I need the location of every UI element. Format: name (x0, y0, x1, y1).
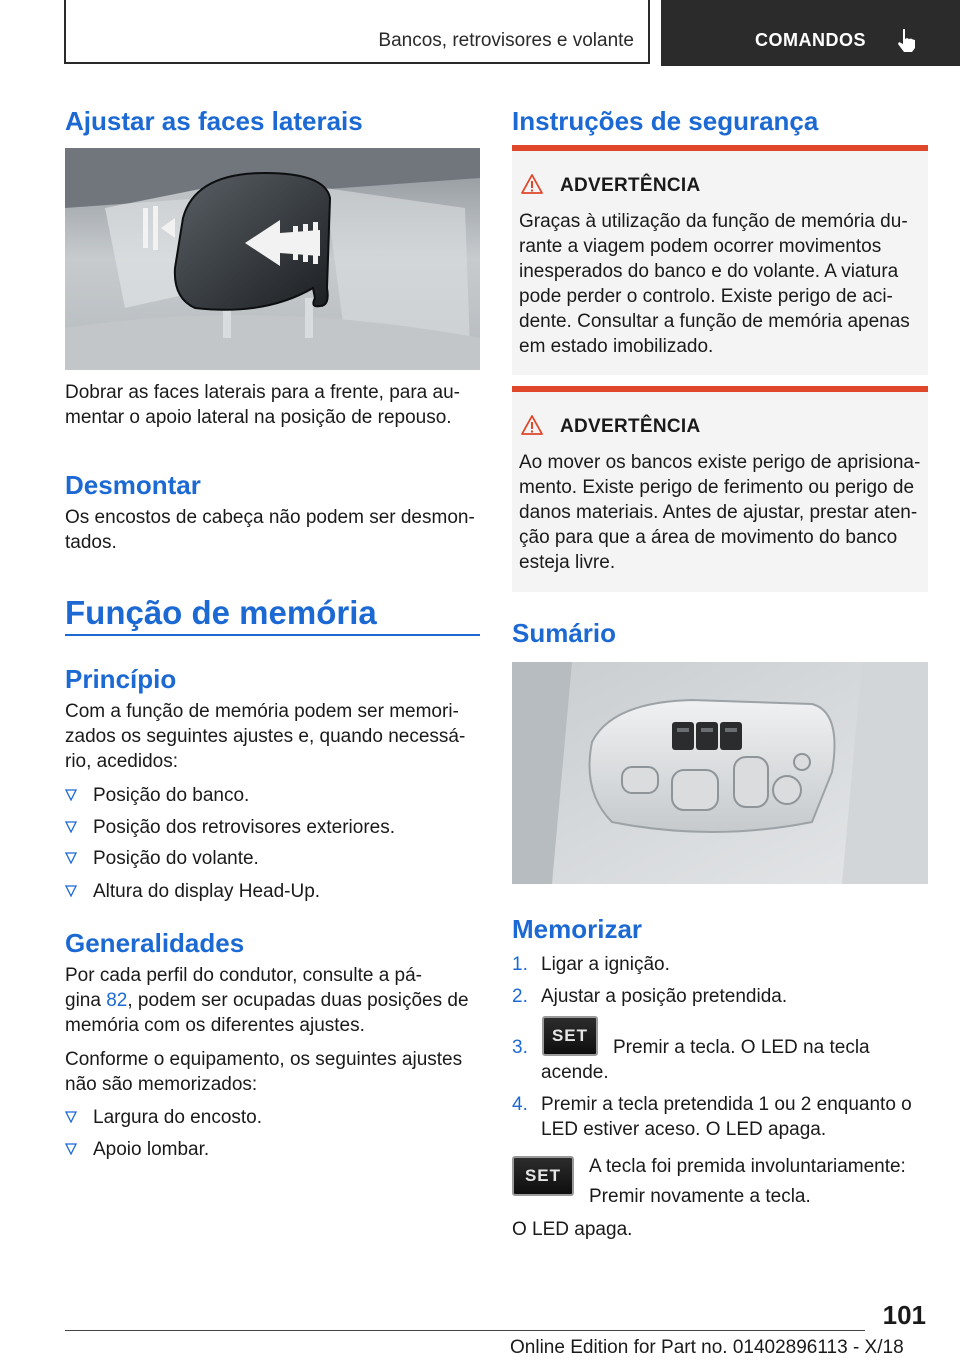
section-title-principle: Princípio (65, 664, 177, 694)
section-title-store: Memorizar (512, 914, 643, 944)
bullet-triangle-icon (65, 789, 77, 801)
set-button[interactable]: SET (542, 1016, 598, 1056)
note-text-1: A tecla foi premida involuntariamente: (589, 1156, 906, 1177)
header-section-title: Bancos, retrovisores e volante (378, 30, 634, 51)
section-title-general: Generalidades (65, 928, 245, 958)
header-section-box (64, 0, 650, 64)
warning-triangle-icon (520, 173, 544, 195)
footer-rule (65, 1330, 865, 1331)
warning-text-2: Ao mover os bancos existe perigo de aprisiona- mento. Existe perigo de ferimento ou perigo de danos materiais. Antes de ajustar, prestar aten- ção para que a área de movimento do banco esteja livre. (519, 452, 921, 573)
page-header (0, 0, 960, 66)
remove-text: Os encostos de cabeça não podem ser desmon- tados. (65, 507, 475, 553)
footer-edition: Online Edition for Part no. 01402896113 - X/18 (510, 1337, 904, 1358)
chapter-title-rule (65, 634, 480, 636)
bullet-triangle-icon (65, 852, 77, 864)
bullet-triangle-icon (65, 1143, 77, 1155)
section-title-side-bolsters: Ajustar as faces laterais (65, 106, 363, 136)
section-title-overview: Sumário (512, 618, 617, 648)
headrest-image (65, 148, 480, 370)
note-text-2: Premir novamente a tecla. (589, 1186, 811, 1207)
bullet-triangle-icon (65, 1111, 77, 1123)
header-chapter-label: COMANDOS (755, 30, 866, 50)
bullet-triangle-icon (65, 821, 77, 833)
general-text-2: Conforme o equipamento, os seguintes ajustes não são memorizados: (65, 1049, 463, 1095)
page-number: 101 (882, 1300, 926, 1330)
principle-text: Com a função de memória podem ser memori- zados os seguintes ajustes e, quando necessá- rio, acedidos: (65, 701, 466, 772)
set-button-note[interactable]: SET (512, 1156, 574, 1196)
headrest-illustration (65, 148, 480, 370)
section-title-safety: Instruções de segurança (512, 106, 819, 136)
hand-pointer-icon (893, 26, 921, 54)
seat-controls-image (512, 662, 928, 884)
bullet-triangle-icon (65, 885, 77, 897)
page-reference-link[interactable]: 82 (106, 990, 128, 1011)
warning-text-1: Graças à utilização da função de memória du- rante a viagem podem ocorrer movimentos inesperados do banco e do volante. A viatura pode perder o controlo. Existe perigo de aci- dente. Consultar a função de memória apenas em estado imobilizado. (519, 211, 910, 357)
warning-box-2: ADVERTÊNCIA Ao mover os bancos existe perigo de aprisiona- mento. Existe perigo de ferimento ou perigo de danos materiais. Antes de ajustar, prestar aten- ção para que a área de movimento do banco esteja livre. (512, 386, 928, 592)
general-text: Por cada perfil do condutor, consulte a pá- gina 82, podem ser ocupadas duas posições de memória com os diferentes ajustes. (65, 965, 469, 1036)
chapter-title-memory-function: Função de memória (65, 594, 377, 631)
seat-controls-illustration (512, 662, 928, 884)
step-3-text: Premir a tecla. O LED na tecla acende. (541, 1037, 870, 1083)
section-title-remove: Desmontar (65, 470, 201, 500)
warning-triangle-icon (520, 414, 544, 436)
side-bolsters-text: Dobrar as faces laterais para a frente, para au- mentar o apoio lateral na posição de repouso. (65, 382, 460, 428)
header-chapter-tab[interactable] (661, 0, 960, 66)
warning-box-1: ADVERTÊNCIA Graças à utilização da função de memória du- rante a viagem podem ocorrer movimentos inesperados do banco e do volante. A viatura pode perder o controlo. Existe perigo de aci- dente. Consultar a função de memória apenas em estado imobilizado. (512, 145, 928, 375)
final-text: O LED apaga. (512, 1219, 633, 1240)
